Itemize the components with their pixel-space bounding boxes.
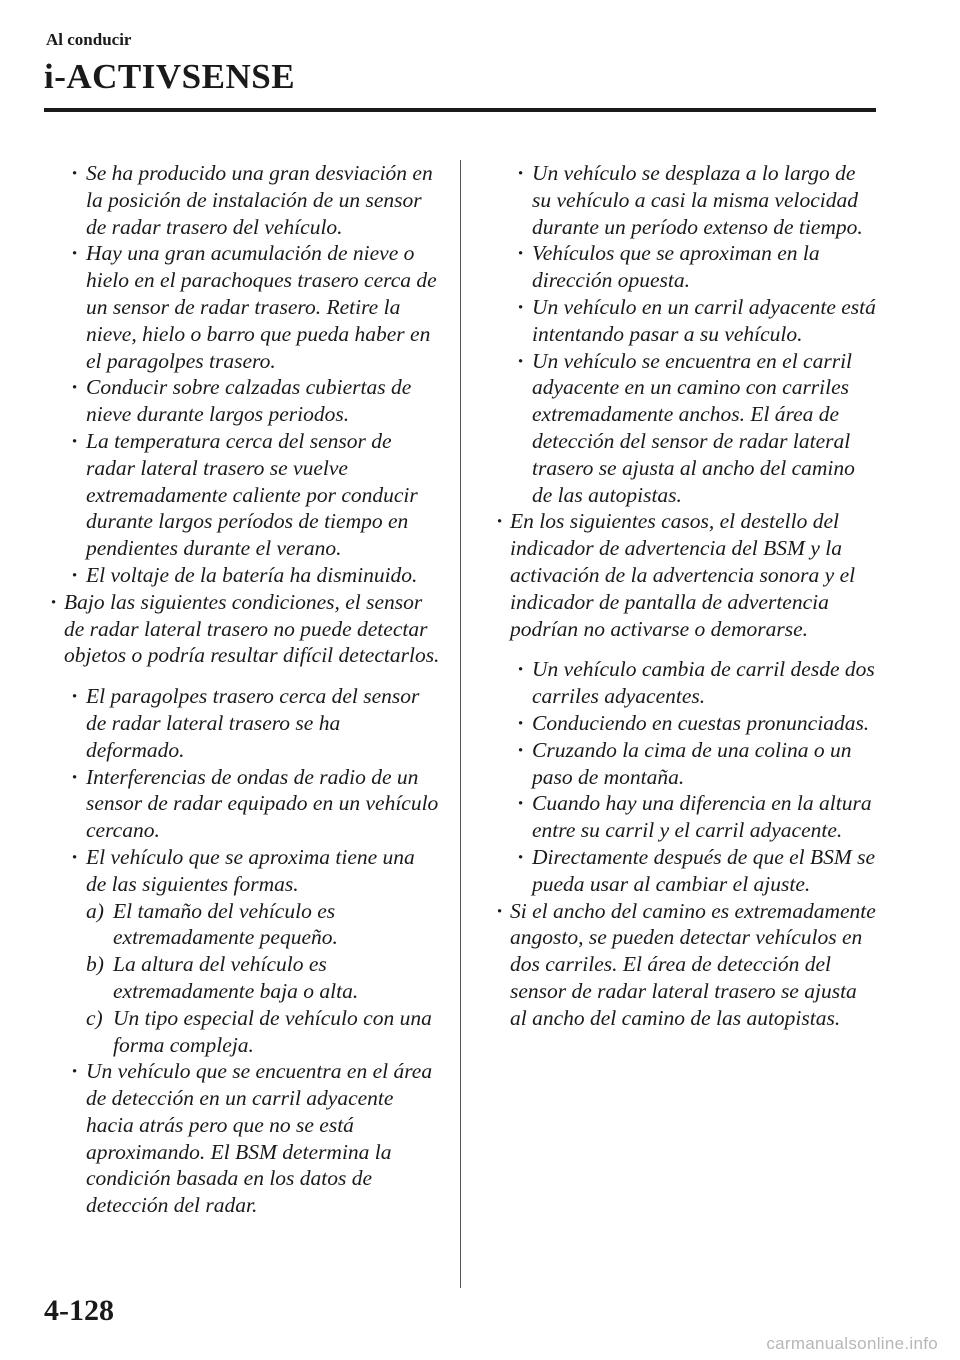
left-main-list: [48, 589, 440, 669]
list-item: · Conduciendo en cuestas pronunciadas.: [494, 710, 878, 737]
watermark: carmanualsonline.info: [766, 1334, 938, 1353]
alpha-text: El tamaño del vehículo es extremadamente pequeño.: [113, 898, 338, 950]
right-column: [494, 160, 878, 1032]
column-divider: [460, 160, 461, 1288]
chapter-title: i-ACTIVSENSE: [44, 57, 296, 96]
list-item: · Cuando hay una diferencia en la altura entre su carril y el carril adyacente.: [494, 790, 878, 844]
alpha-item: [48, 898, 440, 952]
alpha-item: [48, 1005, 440, 1059]
right-main-list-1: [494, 508, 878, 642]
list-item: · Un vehículo se encuentra en el carril adyacente en un camino con carriles extremadamente anchos. El área de detección del sensor de radar lateral trasero se ajusta al ancho del camino de las autopistas.: [494, 348, 878, 509]
list-item: · Conducir sobre calzadas cubiertas de nieve durante largos periodos.: [48, 374, 440, 428]
list-item: · Hay una gran acumulación de nieve o hielo en el parachoques trasero cerca de un sensor de radar trasero. Retire la nieve, hielo o barro que pueda haber en el paragolpes trasero.: [48, 240, 440, 374]
alpha-marker: c): [86, 1005, 103, 1030]
alpha-item: [48, 951, 440, 1005]
list-item: · Un vehículo se desplaza a lo largo de su vehículo a casi la misma velocidad durante un período extenso de tiempo.: [494, 160, 878, 240]
alpha-text: La altura del vehículo es extremadamente baja o alta.: [113, 952, 359, 1003]
list-item: · Cruzando la cima de una colina o un paso de montaña.: [494, 737, 878, 791]
left-column: [48, 160, 440, 1219]
list-item: · Directamente después de que el BSM se pueda usar al cambiar el ajuste.: [494, 844, 878, 898]
list-item: · El paragolpes trasero cerca del sensor de radar lateral trasero se ha deformado.: [48, 683, 440, 763]
section-label: Al conducir: [46, 30, 132, 49]
left-sublist-1: [48, 160, 440, 589]
list-item: · Si el ancho del camino es extremadamente angosto, se pueden detectar vehículos en dos carriles. El área de detección del sensor de radar lateral trasero se ajusta al ancho del camino de las autopistas.: [494, 898, 878, 1032]
list-item: · Un vehículo cambia de carril desde dos carriles adyacentes.: [494, 656, 878, 710]
list-item: · Interferencias de ondas de radio de un sensor de radar equipado en un vehículo cercano.: [48, 764, 440, 844]
left-sublist-3: [48, 1058, 440, 1219]
list-item: · Bajo las siguientes condiciones, el sensor de radar lateral trasero no puede detectar objetos o podría resultar difícil detectarlos.: [48, 589, 440, 669]
right-sublist-2: [494, 656, 878, 897]
list-item: · Vehículos que se aproximan en la dirección opuesta.: [494, 240, 878, 294]
page-number: 4-128: [44, 1294, 114, 1327]
header-rule: [44, 108, 876, 112]
right-main-list-2: [494, 898, 878, 1032]
list-item: · Se ha producido una gran desviación en la posición de instalación de un sensor de radar trasero del vehículo.: [48, 160, 440, 240]
list-item: · Un vehículo que se encuentra en el área de detección en un carril adyacente hacia atrás pero que no se está aproximando. El BSM determina la condición basada en los datos de detección del radar.: [48, 1058, 440, 1219]
list-item: · El vehículo que se aproxima tiene una de las siguientes formas.: [48, 844, 440, 898]
left-sublist-2: [48, 683, 440, 897]
list-item: · Un vehículo en un carril adyacente está intentando pasar a su vehículo.: [494, 294, 878, 348]
alpha-marker: a): [86, 898, 104, 923]
alpha-list: [48, 898, 440, 1059]
alpha-marker: b): [86, 952, 104, 977]
right-sublist-1: [494, 160, 878, 508]
list-item: · El voltaje de la batería ha disminuido.: [48, 562, 440, 589]
alpha-text: Un tipo especial de vehículo con una forma compleja.: [113, 1005, 432, 1057]
list-item: · La temperatura cerca del sensor de radar lateral trasero se vuelve extremadamente caliente por conducir durante largos períodos de tiempo en pendientes durante el verano.: [48, 428, 440, 562]
list-item: · En los siguientes casos, el destello del indicador de advertencia del BSM y la activación de la advertencia sonora y el indicador de pantalla de advertencia podrían no activarse o demorarse.: [494, 508, 878, 642]
